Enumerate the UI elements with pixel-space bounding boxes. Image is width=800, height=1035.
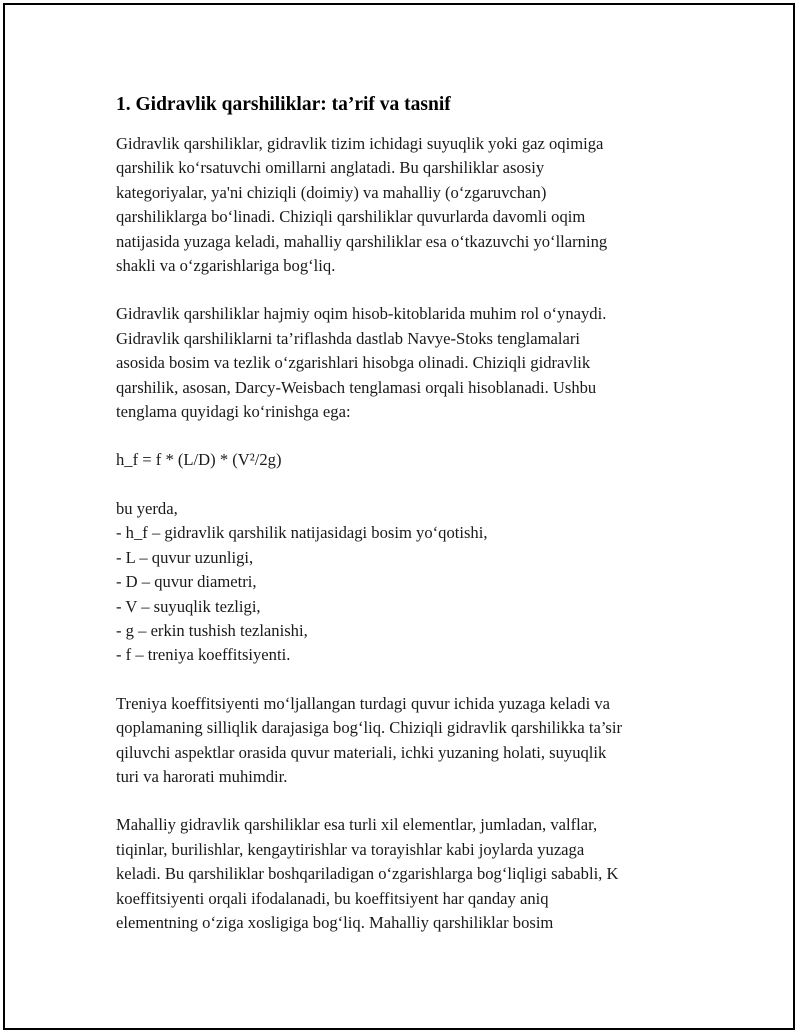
paragraph-friction [116, 692, 716, 790]
paragraph-darcy [116, 302, 716, 424]
text-line: Gidravlik qarshiliklarni ta’riflashda dastlab Navye-Stoks tenglamalari [116, 328, 581, 348]
formula [116, 448, 716, 472]
variable-list [116, 497, 716, 668]
text-line: tiqinlar, burilishlar, kengaytirishlar va torayishlar kabi joylarda yuzaga [116, 839, 585, 859]
list-item: - L – quvur uzunligi, [116, 547, 254, 567]
text-line: tenglama quyidagi ko‘rinishga ega: [116, 402, 351, 422]
text-line: qarshilik ko‘rsatuvchi omillarni anglatadi. Bu qarshiliklar asosiy [116, 158, 545, 178]
list-intro: bu yerda, [116, 498, 178, 518]
text-line: Gidravlik qarshiliklar hajmiy oqim hisob-kitoblarida muhim rol o‘ynaydi. [116, 304, 607, 324]
text-line: asosida bosim va tezlik o‘zgarishlari hisobga olinadi. Chiziqli gidravlik [116, 353, 591, 373]
list-item: - f – treniya koeffitsiyenti. [116, 645, 291, 665]
formula-text: h_f = f * (L/D) * (V²/2g) [116, 450, 282, 470]
list-item: - V – suyuqlik tezligi, [116, 596, 261, 616]
text-line: koeffitsiyenti orqali ifodalanadi, bu koeffitsiyent har qanday aniq [116, 888, 549, 908]
text-line: shakli va o‘zgarishlariga bog‘liq. [116, 256, 336, 276]
text-line: elementning o‘ziga xosligiga bog‘liq. Mahalliy qarshiliklar bosim [116, 912, 554, 932]
list-item: - h_f – gidravlik qarshilik natijasidagi bosim yo‘qotishi, [116, 523, 488, 543]
paragraph-intro [116, 132, 716, 278]
text-line: kategoriyalar, ya'ni chiziqli (doimiy) va mahalliy (o‘zgaruvchan) [116, 182, 547, 202]
list-item: - D – quvur diametri, [116, 572, 257, 592]
text-line: natijasida yuzaga keladi, mahalliy qarshiliklar esa o‘tkazuvchi yo‘llarning [116, 231, 608, 251]
paragraph-local [116, 813, 716, 935]
text-line: qiluvchi aspektlar orasida quvur materiali, ichki yuzaning holati, suyuqlik [116, 742, 607, 762]
text-line: qoplamaning silliqlik darajasiga bog‘liq. Chiziqli gidravlik qarshilikka ta’sir [116, 718, 623, 738]
text-line: turi va harorati muhimdir. [116, 766, 288, 786]
document-body [116, 92, 716, 959]
text-line: Mahalliy gidravlik qarshiliklar esa turli xil elementlar, jumladan, valflar, [116, 815, 598, 835]
text-line: qarshiliklarga bo‘linadi. Chiziqli qarshiliklar quvurlarda davomli oqim [116, 207, 586, 227]
list-item: - g – erkin tushish tezlanishi, [116, 620, 308, 640]
text-line: keladi. Bu qarshiliklar boshqariladigan o‘zgarishlarga bog‘liqligi sababli, K [116, 864, 619, 884]
text-line: Gidravlik qarshiliklar, gidravlik tizim ichidagi suyuqlik yoki gaz oqimiga [116, 134, 604, 153]
text-line: qarshilik, asosan, Darcy-Weisbach tenglamasi orqali hisoblanadi. Ushbu [116, 377, 597, 397]
section-heading: 1. Gidravlik qarshiliklar: ta’rif va tasnif [116, 94, 451, 115]
text-line: Treniya koeffitsiyenti mo‘ljallangan turdagi quvur ichida yuzaga keladi va [116, 693, 610, 713]
